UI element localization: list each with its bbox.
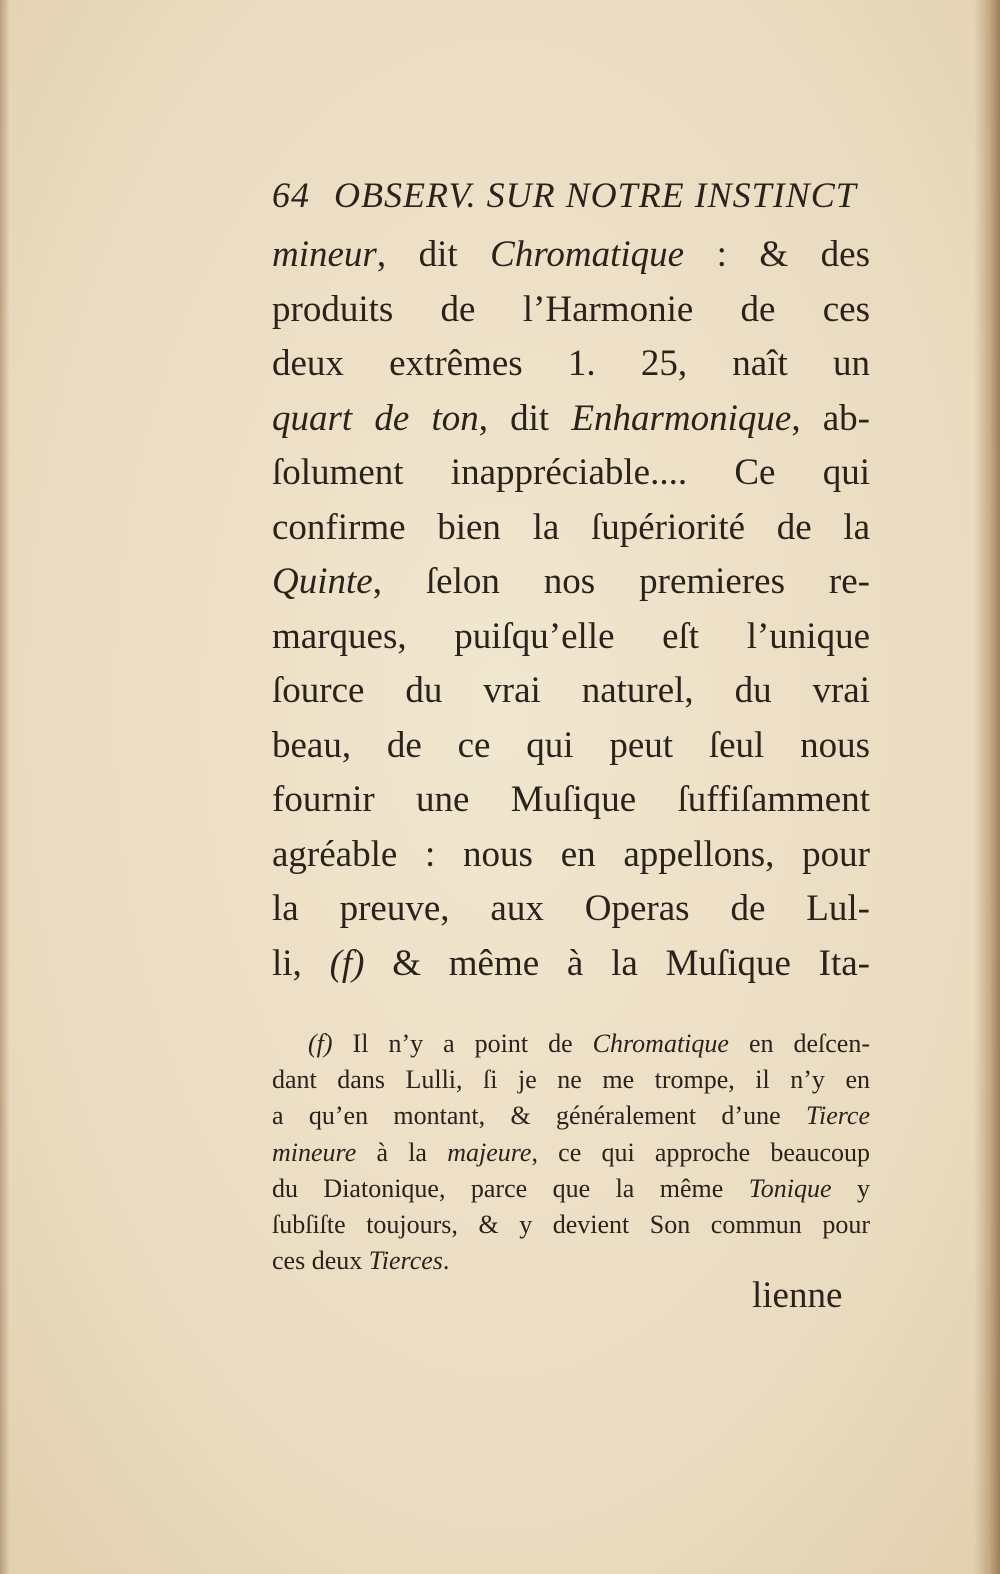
footnote-line-6: [272, 1207, 870, 1243]
body-line-12: [272, 828, 870, 883]
body-text: fournir une Muſique ſuffiſamment: [272, 779, 870, 820]
body-line-6: [272, 501, 870, 556]
body-text: mineur: [272, 234, 377, 275]
body-text: agréable : nous en appellons, pour: [272, 833, 870, 875]
body-line-1: [272, 228, 870, 283]
body-text: produits de l’Harmonie de ces: [272, 288, 870, 330]
footnote-text: ſubſiſte toujours, & y devient Son commun pour: [272, 1209, 870, 1239]
body-text: marques, puiſqu’elle eſt l’unique: [272, 615, 870, 657]
footnote-text: ces deux: [272, 1246, 369, 1276]
footnote-text: mineure: [272, 1137, 357, 1167]
body-text: deux extrêmes 1. 25, naît un: [272, 343, 870, 384]
body-line-7: [272, 555, 870, 610]
footnote-text: y: [831, 1173, 871, 1203]
catchword: lienne: [752, 1275, 843, 1316]
body-text: la preuve, aux Operas de Lul-: [272, 888, 870, 929]
body-text: & même à la Muſique Ita-: [364, 942, 870, 984]
body-line-5: [272, 446, 870, 501]
footnote-text: majeure: [447, 1137, 532, 1167]
footnote-line-4: [272, 1135, 870, 1171]
body-line-4: [272, 392, 870, 447]
body-line-8: [272, 610, 870, 665]
body-text: , dit: [376, 234, 491, 275]
body-line-14: [272, 937, 870, 992]
footnote-text: Il n’y a point de: [332, 1029, 593, 1058]
body-line-3: [272, 337, 870, 392]
body-line-9: [272, 664, 870, 719]
running-header: [272, 174, 857, 226]
body-text: Enharmonique: [571, 397, 792, 439]
body-text: Chromatique: [490, 234, 685, 275]
body-text: ſolument inappréciable.... Ce qui: [272, 452, 870, 493]
footnote-text: Chromatique: [592, 1029, 729, 1058]
body-line-2: [272, 283, 870, 338]
main-text: [272, 228, 870, 991]
footnote-line-1: [272, 1026, 870, 1062]
footnote-text: (f): [308, 1029, 333, 1058]
body-text: , ab-: [791, 397, 870, 439]
footnote-text: en deſcen-: [728, 1029, 870, 1058]
running-title: OBSERV. SUR NOTRE INSTINCT: [334, 175, 857, 215]
footnote-text: du Diatonique, parce que la même: [272, 1173, 749, 1203]
footnote: [272, 1026, 870, 1279]
footnote-text: Tonique: [748, 1173, 832, 1203]
footnote-text: .: [442, 1246, 450, 1276]
footnote-text: à la: [356, 1137, 448, 1167]
body-text: beau, de ce qui peut ſeul nous: [272, 724, 870, 766]
footnote-line-3: [272, 1098, 870, 1134]
body-text: confirme bien la ſupériorité de la: [272, 506, 870, 548]
footnote-text: Tierces: [368, 1246, 443, 1276]
body-line-13: [272, 882, 870, 937]
footnote-text: a qu’en montant, & généralement d’une: [272, 1101, 806, 1131]
body-text: (f): [329, 942, 365, 984]
page-number: 64: [272, 175, 310, 215]
page-right-edge: [974, 0, 1000, 1574]
body-text: , ſelon nos premieres re-: [372, 561, 870, 602]
body-line-10: [272, 719, 870, 774]
body-text: li,: [272, 942, 330, 984]
footnote-line-5: [272, 1171, 870, 1207]
body-line-11: [272, 773, 870, 828]
page-left-edge: [0, 0, 10, 1574]
body-text: Quinte: [272, 561, 373, 602]
body-text: : & des: [684, 234, 871, 275]
footnote-text: , ce qui approche beaucoup: [531, 1137, 871, 1167]
footnote-line-2: [272, 1062, 870, 1098]
footnote-text: Tierce: [805, 1101, 870, 1131]
body-text: ſource du vrai naturel, du vrai: [272, 670, 870, 711]
footnote-text: dant dans Lulli, ſi je ne me trompe, il n’y en: [272, 1065, 870, 1095]
body-text: quart de ton: [272, 397, 479, 439]
body-text: , dit: [478, 397, 572, 439]
